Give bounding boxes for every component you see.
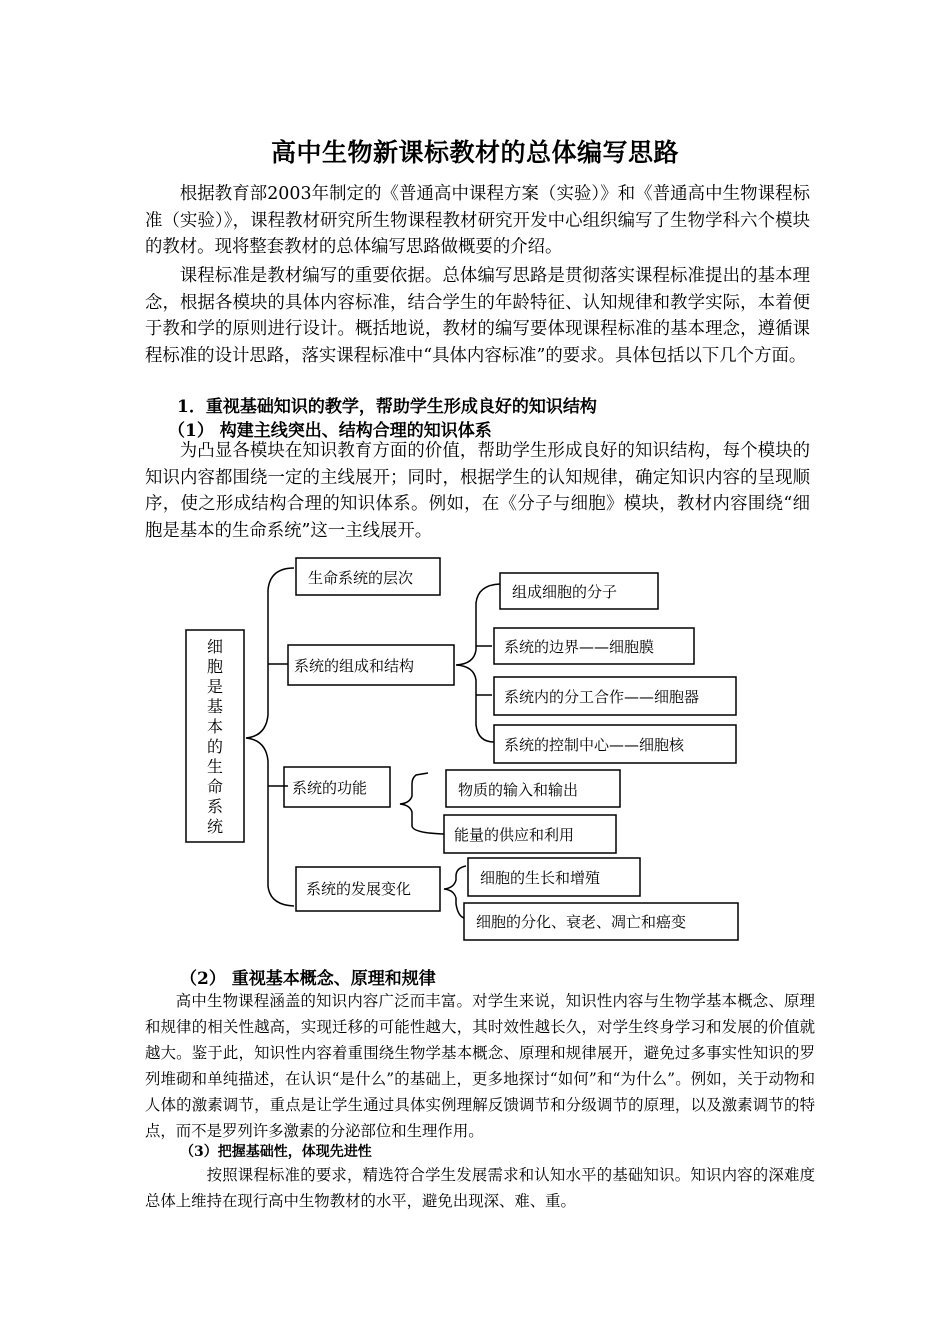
branch-label-4: 系统的发展变化 — [306, 880, 412, 898]
root-label-char: 基 — [206, 697, 224, 716]
root-label-char: 是 — [206, 677, 224, 696]
section-1-2-heading: （2） 重视基本概念、原理和规律 — [180, 969, 436, 989]
concept-diagram — [0, 555, 950, 955]
root-label-char: 统 — [206, 817, 224, 836]
section-1-3-paragraph: 按照课程标准的要求，精选符合学生发展需求和认知水平的基础知识。知识内容的深难度总体上维持在现行高中生物教材的水平，避免出现深、难、重。 — [145, 1166, 815, 1210]
root-label-char: 胞 — [206, 657, 224, 676]
leaf-label-3: 系统内的分工合作——细胞器 — [504, 688, 700, 706]
branch-label-1: 生命系统的层次 — [308, 569, 414, 587]
root-label-char: 细 — [206, 637, 224, 656]
leaf-label-2: 系统的边界——细胞膜 — [504, 638, 655, 656]
leaf-label-1: 组成细胞的分子 — [512, 583, 618, 601]
leaf-label-6: 能量的供应和利用 — [454, 826, 575, 844]
leaf-label-4: 系统的控制中心——细胞核 — [504, 736, 685, 754]
branch-label-2: 系统的组成和结构 — [294, 657, 415, 675]
basis-paragraph: 课程标准是教材编写的重要依据。总体编写思路是贯彻落实课程标准提出的基本理念，根据各模块的具体内容标准，结合学生的年龄特征、认知规律和教学实际，本着便于教和学的原则进行设计。概括地说，教材的编写要体现课程标准的基本理念，遵循课程标准的设计思路，落实课程标准中“具体内容标准”的要求。具体包括以下几个方面。 — [145, 266, 810, 366]
root-label-char: 本 — [206, 717, 224, 736]
leaf-label-5: 物质的输入和输出 — [458, 781, 579, 799]
section-1-1-paragraph: 为凸显各模块在知识教育方面的价值，帮助学生形成良好的知识结构，每个模块的知识内容都围绕一定的主线展开；同时，根据学生的认知规律，确定知识内容的呈现顺序，使之形成结构合理的知识体系。例如，在《分子与细胞》模块，教材内容围绕“细胞是基本的生命系统”这一主线展开。 — [145, 441, 810, 541]
section-1-3-heading: （3）把握基础性，体现先进性 — [180, 1144, 372, 1160]
branch-3-brace — [400, 773, 444, 834]
branch-4-brace — [444, 866, 466, 918]
root-label — [207, 637, 223, 836]
root-label-char: 命 — [206, 777, 224, 796]
branch-label-3: 系统的功能 — [292, 779, 368, 797]
leaf-label-7: 细胞的生长和增殖 — [480, 869, 601, 887]
page-title: 高中生物新课标教材的总体编写思路 — [270, 138, 679, 167]
root-label-char: 生 — [206, 757, 224, 776]
leaf-label-8: 细胞的分化、衰老、凋亡和癌变 — [476, 913, 687, 931]
section-1-2-paragraph: 高中生物课程涵盖的知识内容广泛而丰富。对学生来说，知识性内容与生物学基本概念、原理和规律的相关性越高，实现迁移的可能性越大，其时效性越长久，对学生终身学习和发展的价值就越大。鉴于此，知识性内容着重围绕生物学基本概念、原理和规律展开，避免过多事实性知识的罗列堆砌和单纯描述，在认识“是什么”的基础上，更多地探讨“如何”和“为什么”。例如，关于动物和人体的激素调节，重点是让学生通过具体实例理解反馈调节和分级调节的原理，以及激素调节的特点，而不是罗列许多激素的分泌部位和生理作用。 — [145, 992, 815, 1140]
intro-paragraph: 根据教育部2003年制定的《普通高中课程方案（实验）》和《普通高中生物课程标准（实验）》，课程教材研究所生物课程教材研究开发中心组织编写了生物学科六个模块的教材。现将整套教材的总体编写思路做概要的介绍。 — [145, 184, 810, 257]
section-1-1-heading: （1） 构建主线突出、结构合理的知识体系 — [168, 421, 492, 441]
root-label-char: 系 — [206, 797, 224, 816]
main-brace — [246, 568, 294, 906]
root-label-char: 的 — [206, 737, 224, 756]
section-1-heading: 1．重视基础知识的教学，帮助学生形成良好的知识结构 — [177, 397, 597, 417]
